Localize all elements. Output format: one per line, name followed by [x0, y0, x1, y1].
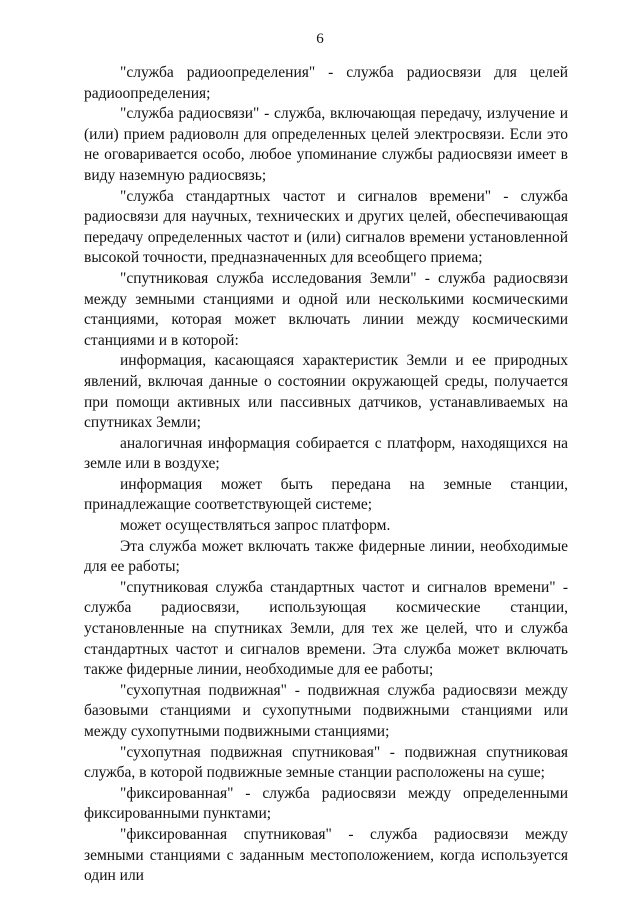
paragraph: аналогичная информация собирается с платформ, находящихся на земле или в воздухе;: [84, 434, 568, 473]
paragraph: "спутниковая служба стандартных частот и сигналов времени" - служба радиосвязи, использующая космические станции, установленные на спутниках Земли, для тех же целей, что и служба стандартных частот и сигналов времени. Эта служба может включать также фидерные линии, необходимые для ее работы;: [84, 578, 568, 679]
paragraph: информация, касающаяся характеристик Земли и ее природных явлений, включая данные о состоянии окружающей среды, получается при помощи активных или пассивных датчиков, устанавливаемых на спутниках Земли;: [84, 352, 568, 432]
document-body: [84, 63, 568, 887]
paragraph: может осуществляться запрос платформ.: [120, 517, 391, 535]
paragraph: "сухопутная подвижная спутниковая" - подвижная спутниковая служба, в которой подвижные земные станции расположены на суше;: [84, 743, 568, 782]
paragraph: "сухопутная подвижная" - подвижная служба радиосвязи между базовыми станциями и сухопутными подвижными станциями или между сухопутными подвижными станциями;: [84, 681, 568, 740]
page-number: 6: [316, 31, 324, 47]
paragraph: "фиксированная спутниковая" - служба радиосвязи между земными станциями с заданным местоположением, когда используется один или: [84, 825, 568, 885]
paragraph: "служба радиоопределения" - служба радиосвязи для целей радиоопределения;: [84, 64, 568, 102]
paragraph: "спутниковая служба исследования Земли" - служба радиосвязи между земными станциями и одной или несколькими космическими станциями, которая может включать линии между космическими станциями и в которой:: [84, 269, 568, 349]
paragraph: "служба радиосвязи" - служба, включающая передачу, излучение и (или) прием радиоволн для определенных целей электросвязи. Если это не оговаривается особо, любое упоминание службы радиосвязи имеет в виду наземную радиосвязь;: [84, 105, 568, 184]
paragraph: Эта служба может включать также фидерные линии, необходимые для ее работы;: [84, 537, 568, 576]
paragraph: "фиксированная" - служба радиосвязи между определенными фиксированными пунктами;: [84, 784, 568, 823]
paragraph: "служба стандартных частот и сигналов времени" - служба радиосвязи для научных, технических и других целей, обеспечивающая передачу определенных частот и (или) сигналов времени установленной высокой точности, предназначенных для всеобщего приема;: [84, 187, 568, 267]
paragraph: информация может быть передана на земные станции, принадлежащие соответствующей системе;: [84, 475, 568, 514]
